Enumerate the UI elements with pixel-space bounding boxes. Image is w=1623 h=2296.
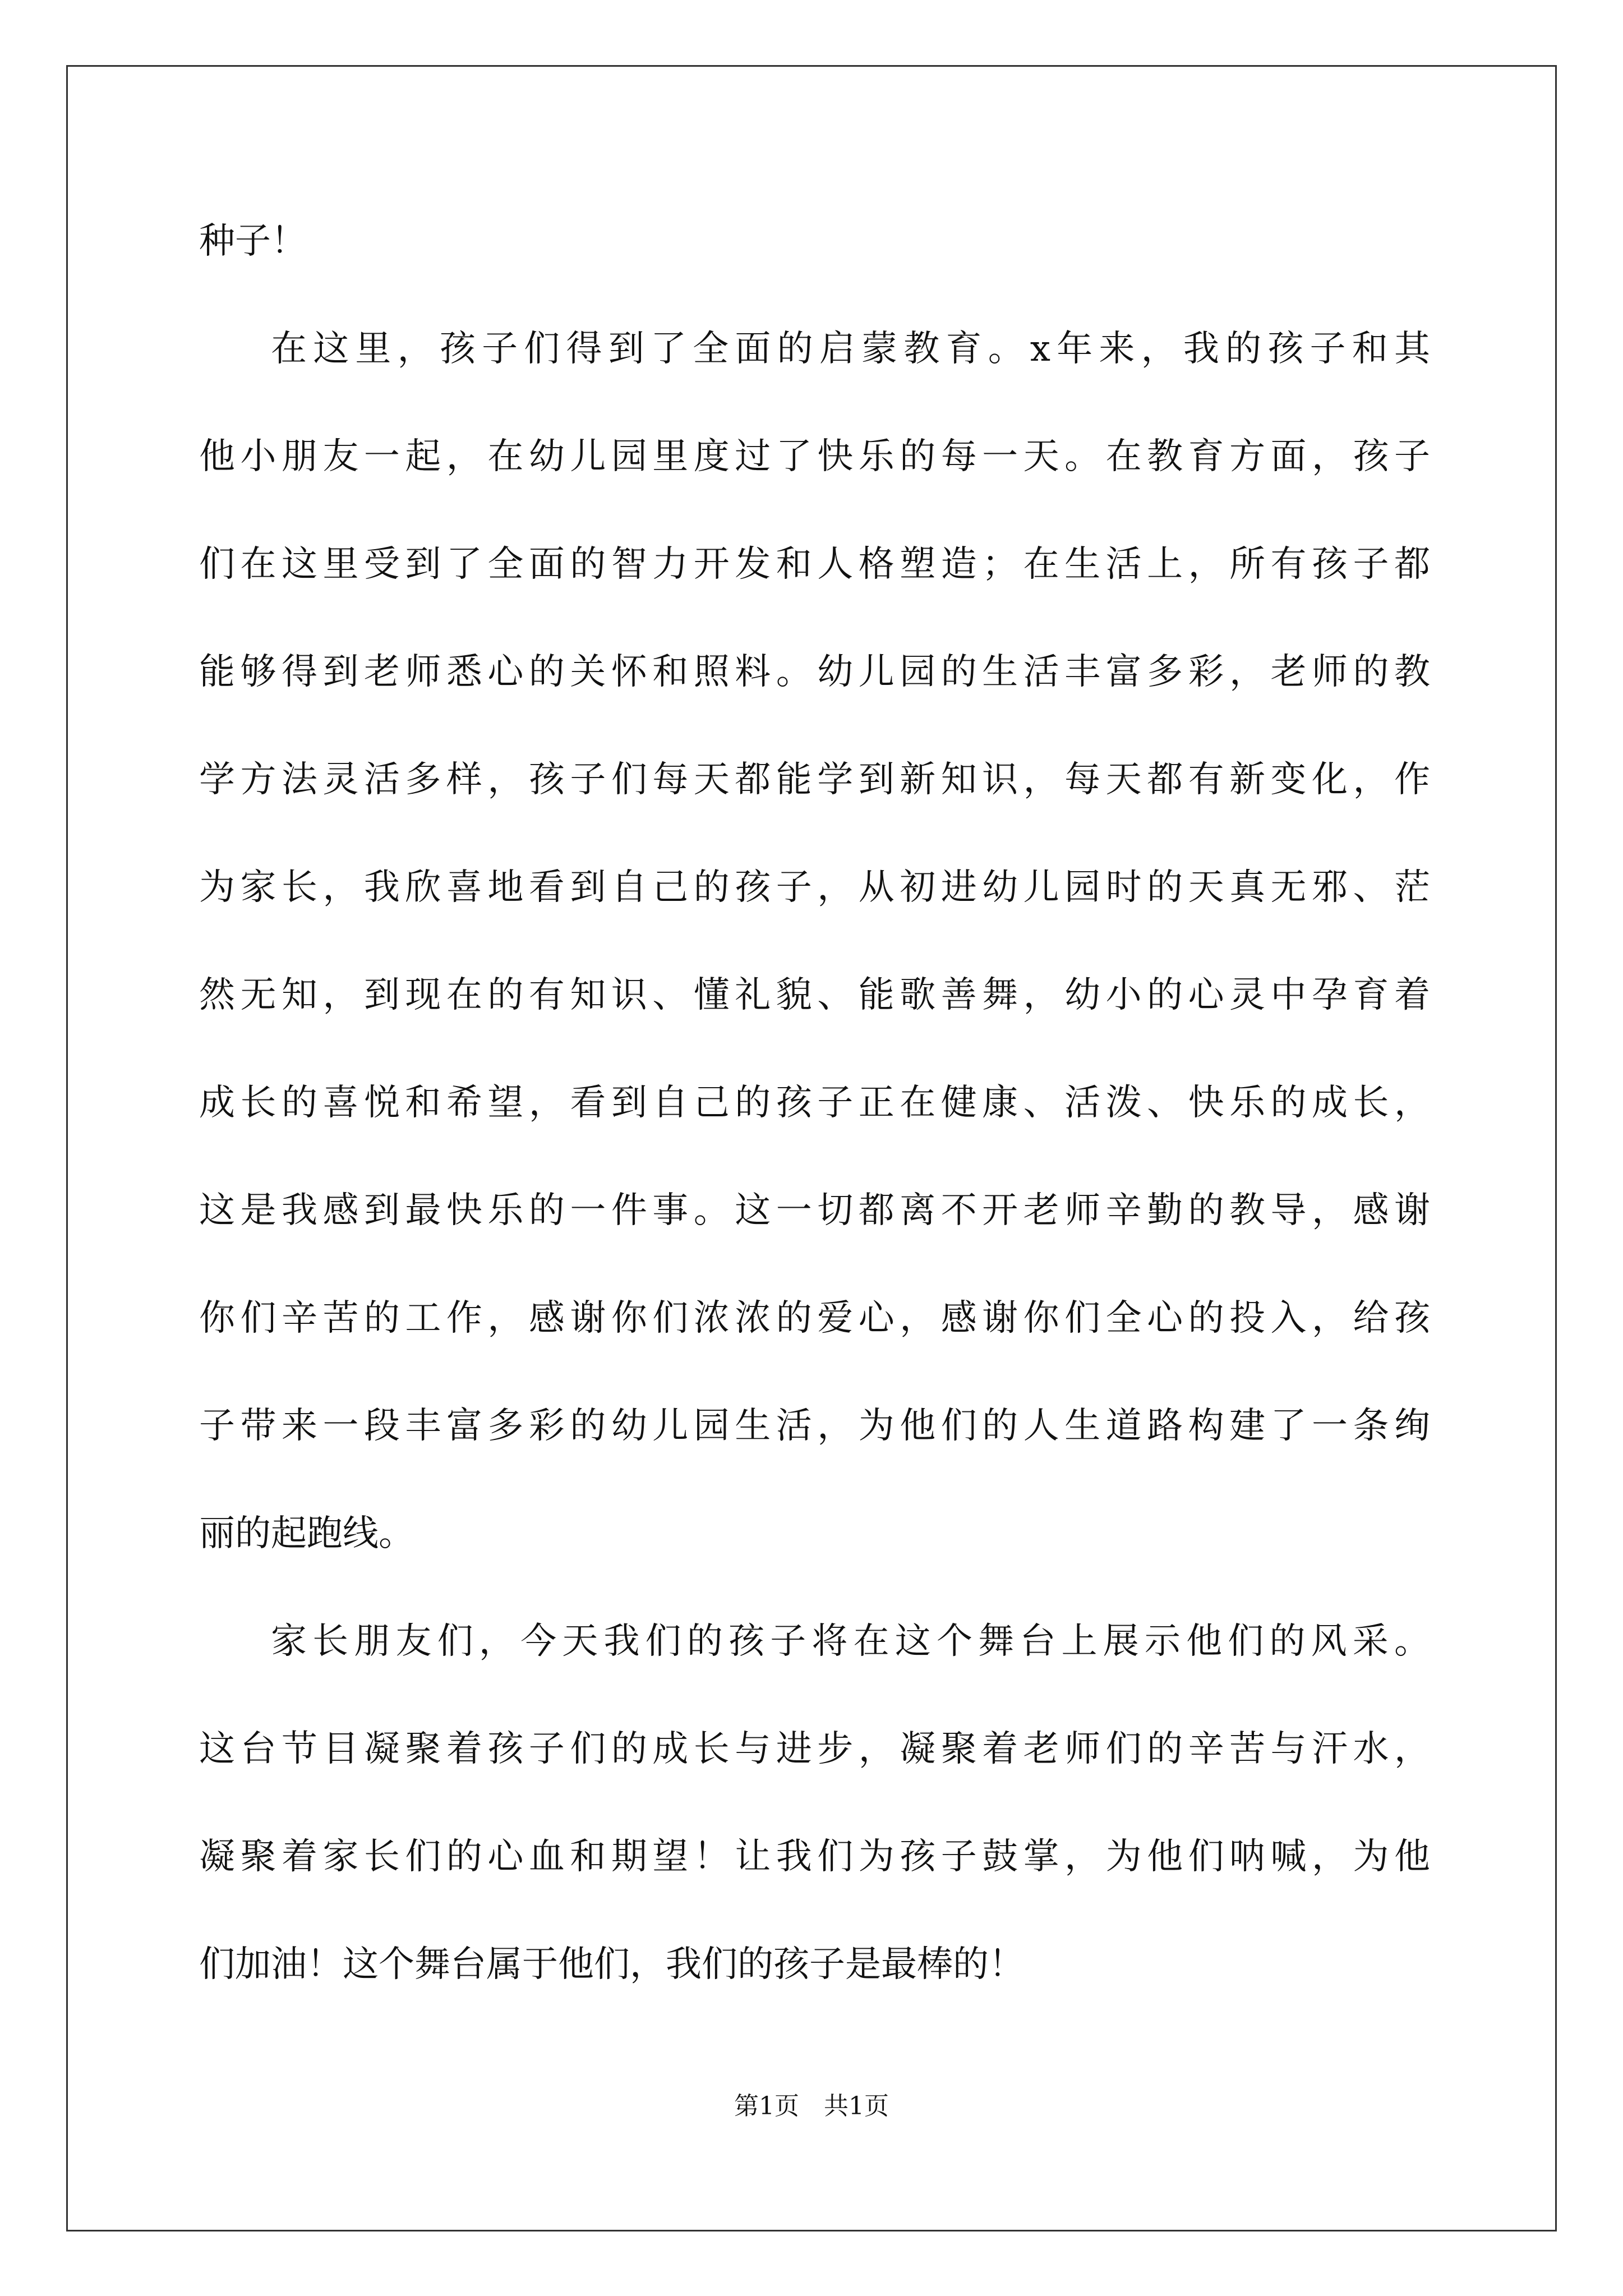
paragraph-first-line: 家长朋友们，今天我们的孩子将在这个舞台上展示他们的风采。 (271, 1621, 1430, 1662)
text-line: 学方法灵活多样，孩子们每天都能学到新知识，每天都有新变化，作 (199, 759, 1430, 800)
text-line: 为家长，我欣喜地看到自己的孩子，从初进幼儿园时的天真无邪、茫 (199, 867, 1430, 908)
text-line: 然无知，到现在的有知识、懂礼貌、能歌善舞，幼小的心灵中孕育着 (199, 974, 1430, 1016)
text-line: 们在这里受到了全面的智力开发和人格塑造；在生活上，所有孩子都 (199, 544, 1430, 585)
text-line: 他小朋友一起，在幼儿园里度过了快乐的每一天。在教育方面，孩子 (199, 436, 1430, 477)
text-line: 这台节目凝聚着孩子们的成长与进步，凝聚着老师们的辛苦与汗水， (199, 1728, 1430, 1770)
page-border (66, 65, 1557, 2231)
text-line: 能够得到老师悉心的关怀和照料。幼儿园的生活丰富多彩，老师的教 (199, 651, 1430, 693)
text-line: 这是我感到最快乐的一件事。这一切都离不开老师辛勤的教导，感谢 (199, 1190, 1430, 1231)
page-number: 第1页 (734, 2092, 799, 2120)
text-line: 丽的起跑线。 (199, 1513, 414, 1554)
page-footer (0, 2090, 1623, 2123)
paragraph-first-line: 在这里，孩子们得到了全面的启蒙教育。x年来，我的孩子和其 (271, 328, 1430, 370)
total-pages: 共1页 (824, 2092, 889, 2120)
text-line: 成长的喜悦和希望，看到自己的孩子正在健康、活泼、快乐的成长， (199, 1082, 1430, 1124)
text-line: 你们辛苦的工作，感谢你们浓浓的爱心，感谢你们全心的投入，给孩 (199, 1297, 1430, 1339)
text-line: 凝聚着家长们的心血和期望！让我们为孩子鼓掌，为他们呐喊，为他 (199, 1836, 1430, 1878)
text-line: 种子！ (199, 220, 307, 262)
text-line: 子带来一段丰富多彩的幼儿园生活，为他们的人生道路构建了一条绚 (199, 1405, 1430, 1447)
text-line: 们加油！这个舞台属于他们，我们的孩子是最棒的！ (199, 1944, 1025, 1985)
